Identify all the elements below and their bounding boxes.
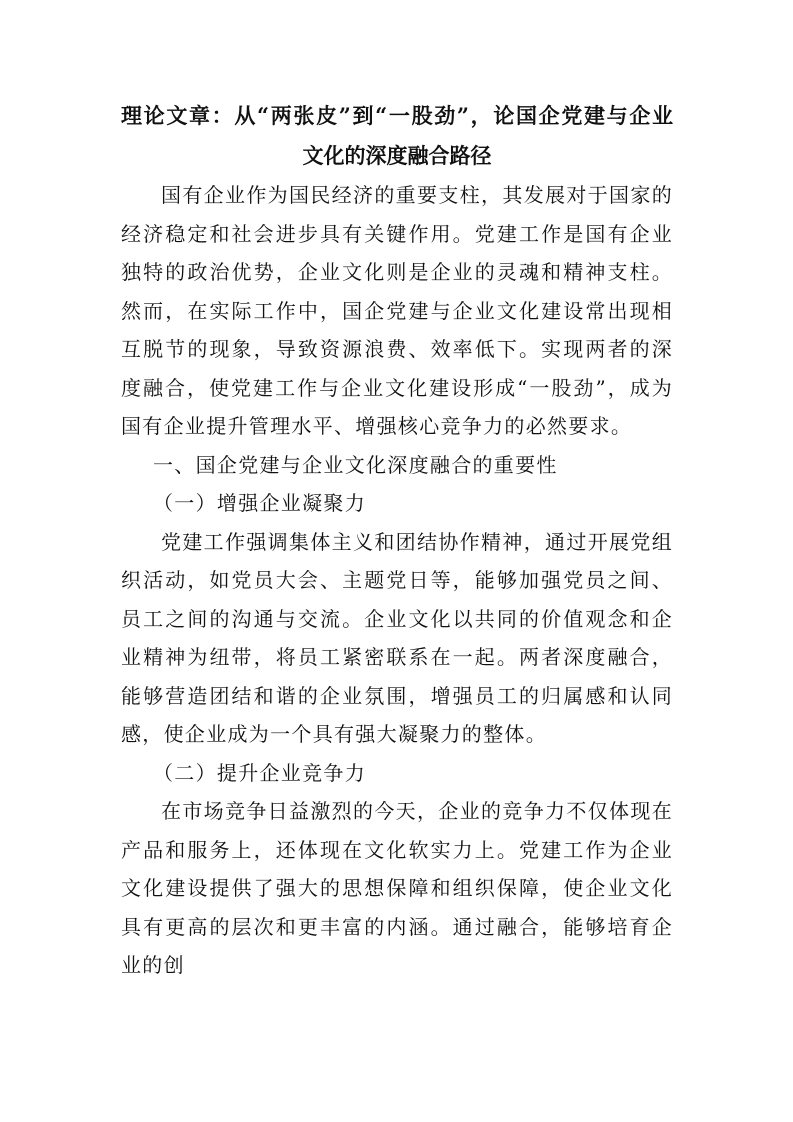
title-line-1: 理论文章：从“两张皮”到“一股劲”，论国企党建与企业 [121, 103, 673, 128]
document-page [121, 96, 673, 985]
title-line-2: 文化的深度融合路径 [302, 143, 492, 168]
document-title [121, 96, 673, 176]
subsection-2-heading: （二）提升企业竞争力 [153, 760, 366, 785]
subsection-1-heading: （一）增强企业凝聚力 [153, 491, 366, 515]
intro-paragraph: 国有企业作为国民经济的重要支柱，其发展对于国家的经济稳定和社会进步具有关键作用。党建工作是国有企业独特的政治优势，企业文化则是企业的灵魂和精神支柱。然而，在实际工作中，国企党建与企业文化建设常出现相互脱节的现象，导致资源浪费、效率低下。实现两者的深度融合，使党建工作与企业文化建设形成“一股劲”，成为国有企业提升管理水平、增强核心竞争力的必然要求。 [121, 183, 673, 438]
subsection-1-paragraph: 党建工作强调集体主义和团结协作精神，通过开展党组织活动，如党员大会、主题党日等，能够加强党员之间、员工之间的沟通与交流。企业文化以共同的价值观念和企业精神为纽带，将员工紧密联系在一起。两者深度融合，能够营造团结和谐的企业氛围，增强员工的归属感和认同感，使企业成为一个具有强大凝聚力的整体。 [121, 529, 673, 746]
subsection-2-paragraph: 在市场竞争日益激烈的今天，企业的竞争力不仅体现在产品和服务上，还体现在文化软实力上。党建工作为企业文化建设提供了强大的思想保障和组织保障，使企业文化具有更高的层次和更丰富的内涵。通过融合，能够培育企业的创 [121, 799, 673, 977]
section-1-heading: 一、国企党建与企业文化深度融合的重要性 [153, 452, 558, 477]
